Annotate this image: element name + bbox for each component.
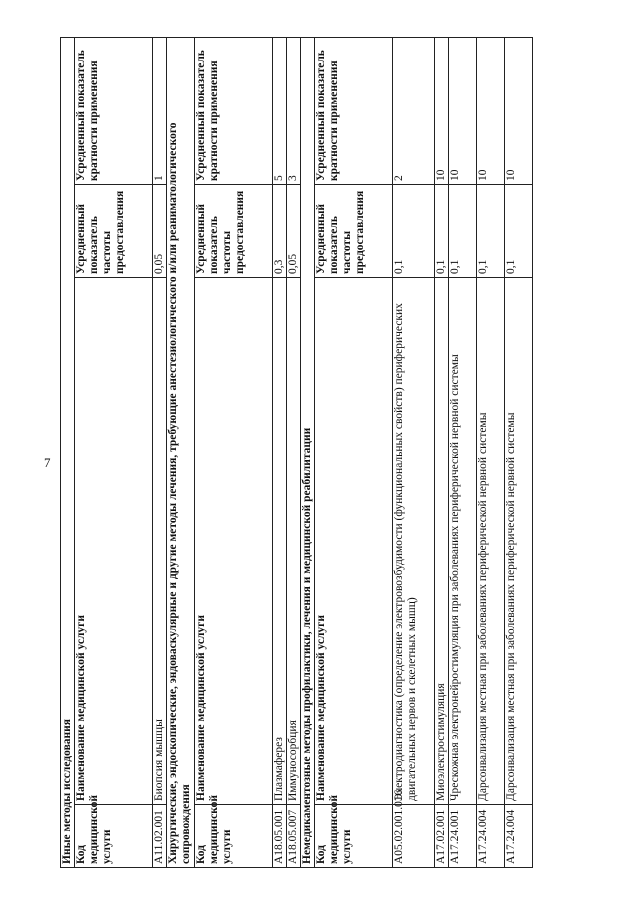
cell-frequency: 0,1 bbox=[477, 185, 505, 278]
cell-code: A17.24.004 bbox=[505, 805, 533, 868]
cell-name: Плазмаферез bbox=[273, 278, 287, 805]
table-row bbox=[287, 37, 301, 867]
section-row bbox=[167, 37, 195, 867]
table-row bbox=[477, 37, 505, 867]
table-row bbox=[505, 37, 533, 867]
section-row bbox=[61, 37, 75, 867]
cell-frequency: 0,1 bbox=[505, 185, 533, 278]
cell-name: Миоэлектростимуляция bbox=[435, 278, 449, 805]
table-row bbox=[273, 37, 287, 867]
header-multiplicity: Усредненный показатель кратности применения bbox=[315, 37, 393, 184]
header-row bbox=[315, 37, 393, 867]
cell-multiplicity: 10 bbox=[477, 37, 505, 184]
cell-frequency: 0,05 bbox=[287, 185, 301, 278]
section-title: Хирургические, эндоскопические, эндоваскулярные и другие методы лечения, требующие анестезиологического и/или реаниматологического сопровождения bbox=[167, 37, 195, 867]
cell-code: A17.24.004 bbox=[477, 805, 505, 868]
services-table bbox=[60, 37, 533, 868]
cell-multiplicity: 10 bbox=[505, 37, 533, 184]
cell-frequency: 0,1 bbox=[449, 185, 477, 278]
header-code: Код медицинской услуги bbox=[75, 805, 153, 868]
header-row bbox=[195, 37, 273, 867]
cell-multiplicity: 10 bbox=[449, 37, 477, 184]
cell-name: Биопсия мышцы bbox=[153, 278, 167, 805]
header-multiplicity: Усредненный показатель кратности применения bbox=[75, 37, 153, 184]
header-frequency: Усредненный показатель частоты предоставления bbox=[195, 185, 273, 278]
header-multiplicity: Усредненный показатель кратности применения bbox=[195, 37, 273, 184]
cell-frequency: 0,3 bbox=[273, 185, 287, 278]
section-title: Иные методы исследования bbox=[61, 37, 75, 867]
table-row bbox=[153, 37, 167, 867]
cell-code: A17.24.001 bbox=[449, 805, 477, 868]
cell-code: A18.05.001 bbox=[273, 805, 287, 868]
header-code: Код медицинской услуги bbox=[315, 805, 393, 868]
cell-multiplicity: 1 bbox=[153, 37, 167, 184]
cell-name: Чрескожная электронейростимуляция при заболеваниях периферической нервной системы bbox=[449, 278, 477, 805]
table-row bbox=[393, 37, 435, 867]
cell-name: Электродиагностика (определение электровозбудимости (функциональных свойств) периферических двигательных нервов и скелетных мышц) bbox=[393, 278, 435, 805]
header-code: Код медицинской услуги bbox=[195, 805, 273, 868]
cell-frequency: 0,05 bbox=[153, 185, 167, 278]
rotated-page bbox=[60, 38, 590, 868]
table-row bbox=[449, 37, 477, 867]
header-row bbox=[75, 37, 153, 867]
cell-code: A05.02.001.016 bbox=[393, 805, 435, 868]
header-frequency: Усредненный показатель частоты предоставления bbox=[315, 185, 393, 278]
cell-name: Дарсонвализация местная при заболеваниях периферической нервной системы bbox=[505, 278, 533, 805]
header-frequency: Усредненный показатель частоты предоставления bbox=[75, 185, 153, 278]
cell-code: A17.02.001 bbox=[435, 805, 449, 868]
cell-name: Дарсонвализация местная при заболеваниях периферической нервной системы bbox=[477, 278, 505, 805]
cell-multiplicity: 3 bbox=[287, 37, 301, 184]
header-name: Наименование медицинской услуги bbox=[315, 278, 393, 805]
cell-code: A18.05.007 bbox=[287, 805, 301, 868]
header-name: Наименование медицинской услуги bbox=[75, 278, 153, 805]
cell-frequency: 0,1 bbox=[435, 185, 449, 278]
cell-frequency: 0,1 bbox=[393, 185, 435, 278]
section-title: Немедикаментозные методы профилактики, лечения и медицинской реабилитации bbox=[301, 37, 315, 867]
cell-code: A11.02.001 bbox=[153, 805, 167, 868]
cell-name: Иммуносорбция bbox=[287, 278, 301, 805]
cell-multiplicity: 2 bbox=[393, 37, 435, 184]
section-row bbox=[301, 37, 315, 867]
cell-multiplicity: 5 bbox=[273, 37, 287, 184]
table-row bbox=[435, 37, 449, 867]
header-name: Наименование медицинской услуги bbox=[195, 278, 273, 805]
page-number: 7 bbox=[44, 455, 51, 470]
cell-multiplicity: 10 bbox=[435, 37, 449, 184]
